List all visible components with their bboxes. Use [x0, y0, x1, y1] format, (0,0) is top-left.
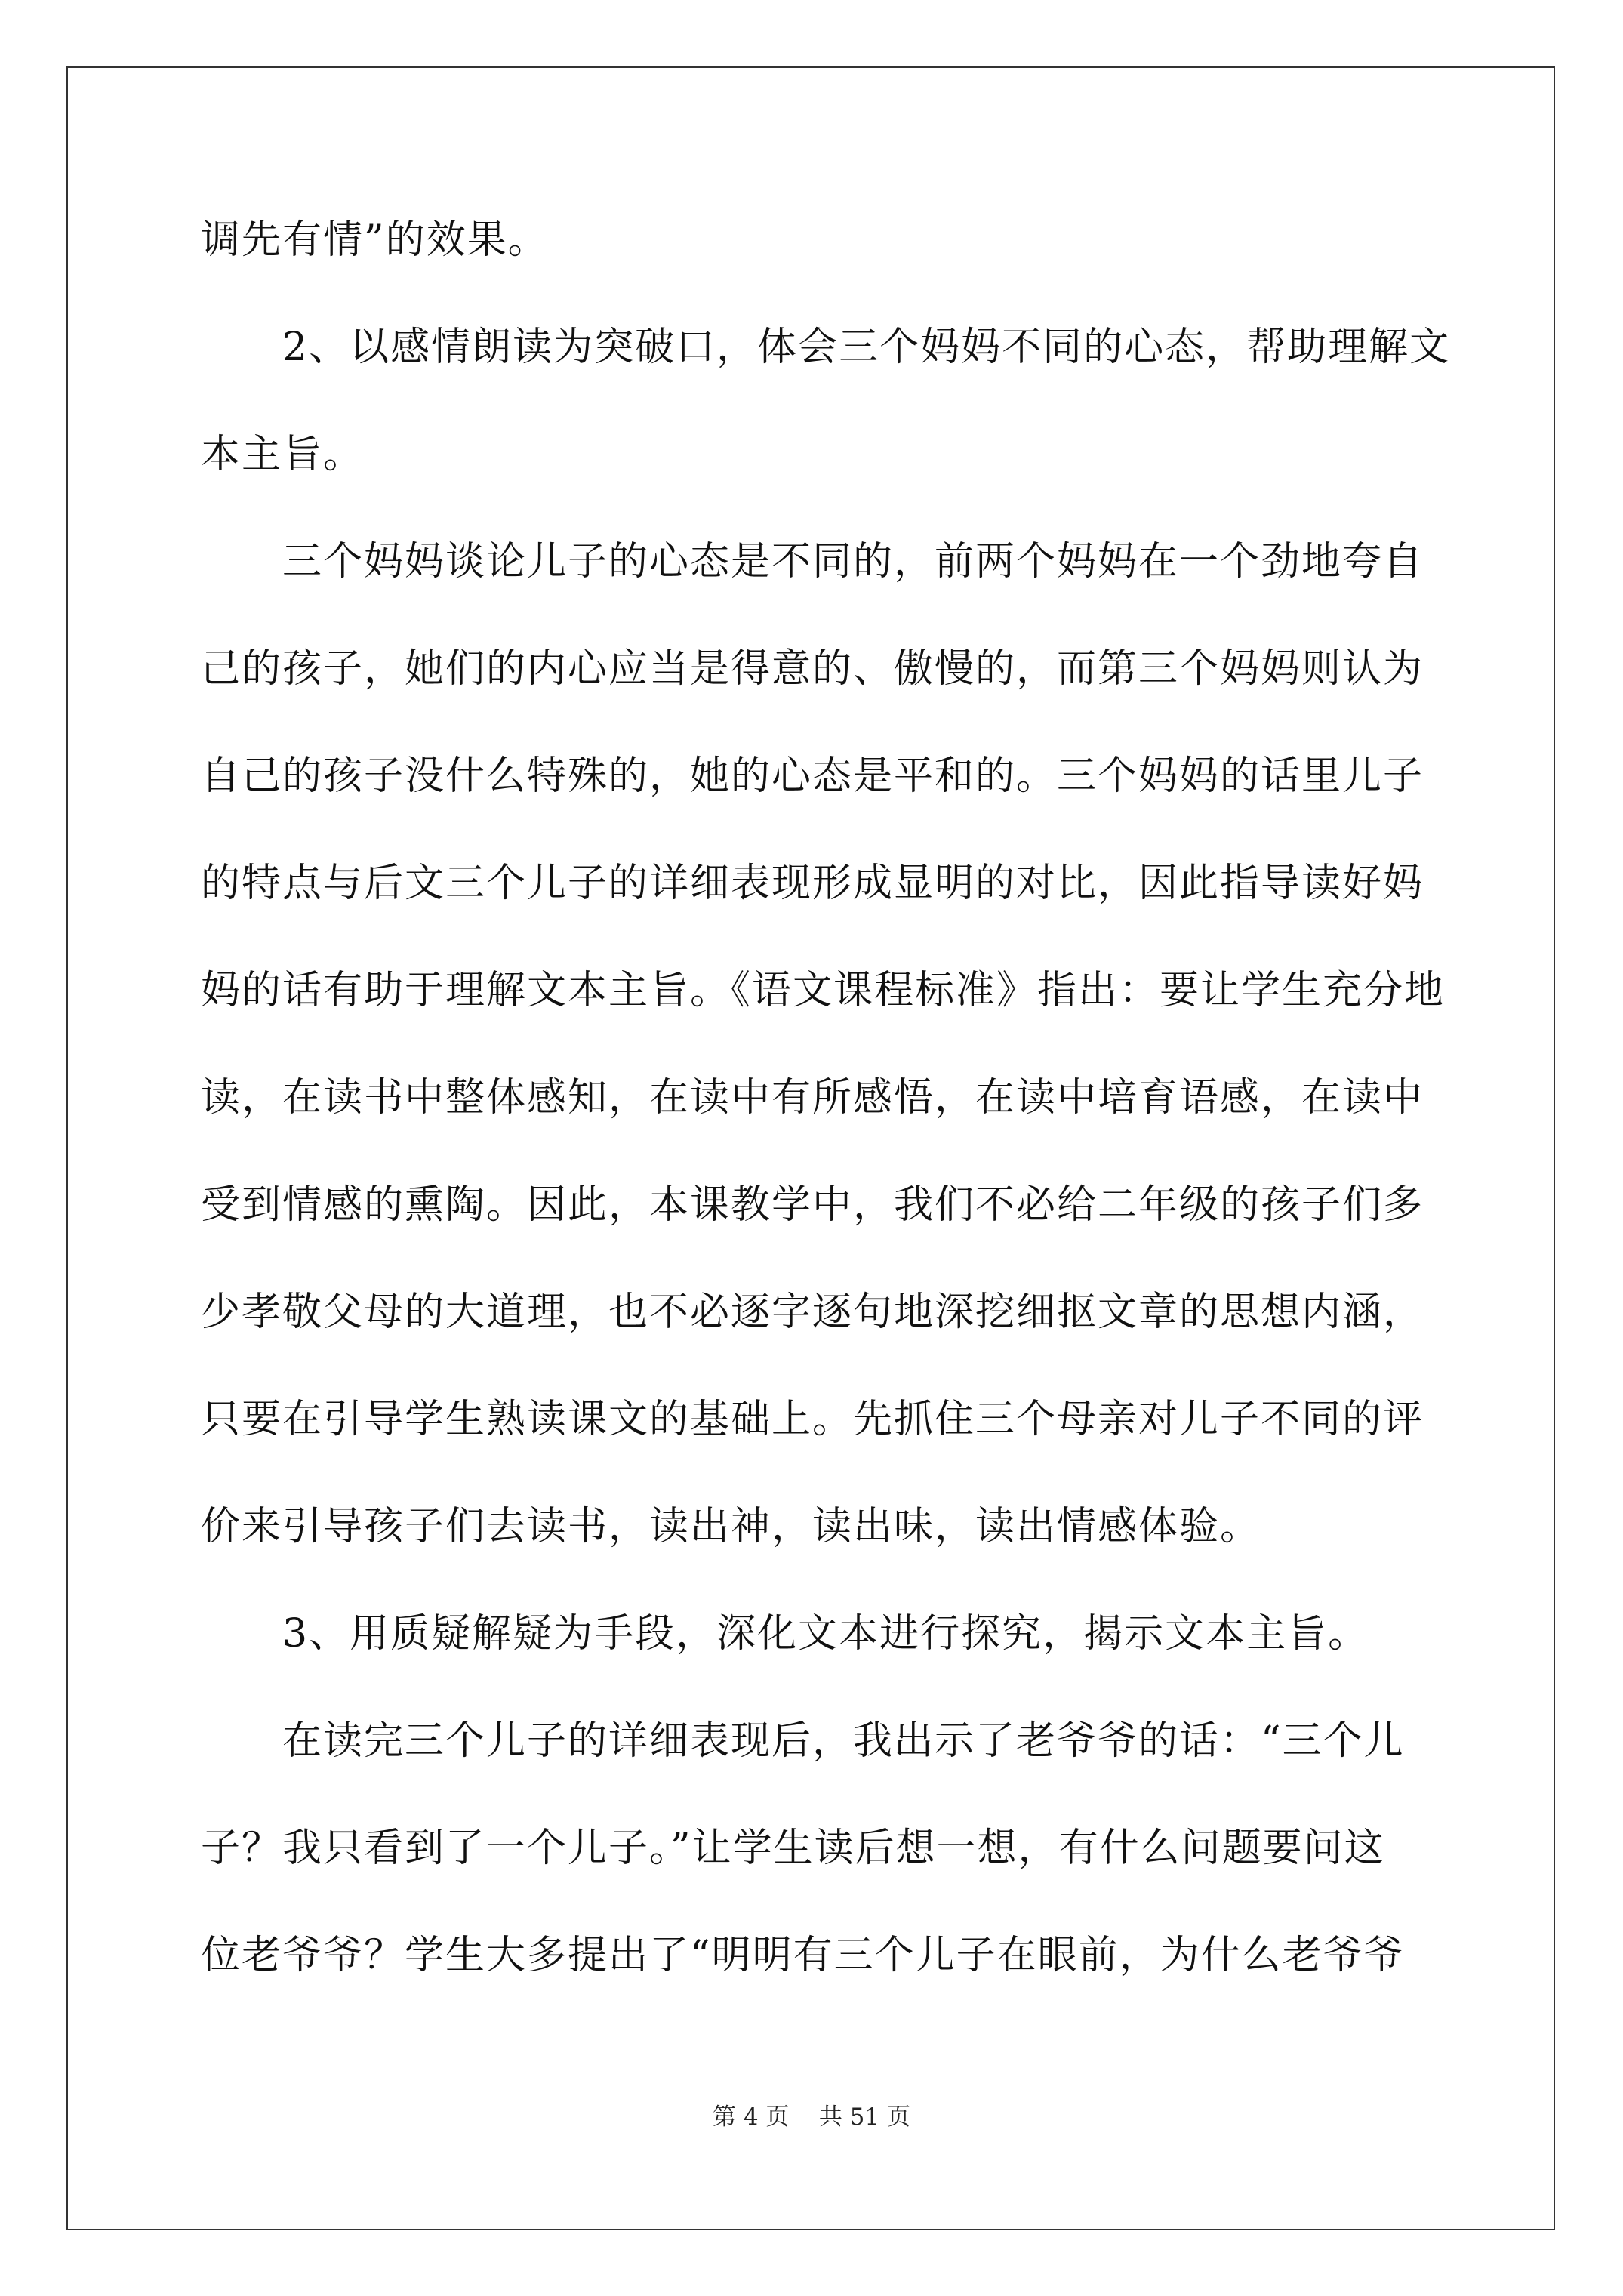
text-line: 子？我只看到了一个儿子。”让学生读后想一想，有什么问题要问这 — [201, 1826, 1385, 1871]
text-line: 受到情感的熏陶。因此，本课教学中，我们不必给二年级的孩子们多 — [201, 1182, 1424, 1228]
text-line: 只要在引导学生熟读课文的基础上。先抓住三个母亲对儿子不同的评 — [201, 1397, 1424, 1442]
text-line: 在读完三个儿子的详细表现后，我出示了老爷爷的话：“三个儿 — [201, 1718, 1405, 1764]
document-body — [201, 210, 1451, 2032]
text-line: 的特点与后文三个儿子的详细表现形成显明的对比，因此指导读好妈 — [201, 861, 1424, 906]
text-line: 三个妈妈谈论儿子的心态是不同的，前两个妈妈在一个劲地夸自 — [201, 539, 1424, 584]
text-line: 调先有情”的效果。 — [201, 217, 549, 263]
text-line: 自己的孩子没什么特殊的，她的心态是平和的。三个妈妈的话里儿子 — [201, 754, 1424, 799]
text-line: 己的孩子，她们的内心应当是得意的、傲慢的，而第三个妈妈则认为 — [201, 646, 1424, 692]
text-line: 3、用质疑解疑为手段，深化文本进行探究，揭示文本主旨。 — [201, 1611, 1369, 1657]
text-line: 价来引导孩子们去读书，读出神，读出味，读出情感体验。 — [201, 1504, 1261, 1549]
text-line: 妈的话有助于理解文本主旨。《语文课程标准》指出：要让学生充分地 — [201, 968, 1446, 1013]
text-line: 本主旨。 — [201, 432, 365, 477]
text-line: 读，在读书中整体感知，在读中有所感悟，在读中培育语感，在读中 — [201, 1075, 1424, 1120]
text-line: 少孝敬父母的大道理，也不必逐字逐句地深挖细抠文章的思想内涵， — [201, 1290, 1424, 1335]
text-line: 位老爷爷？学生大多提出了“明明有三个儿子在眼前，为什么老爷爷 — [201, 1933, 1405, 1978]
text-line: 2、以感情朗读为突破口，体会三个妈妈不同的心态，帮助理解文 — [201, 325, 1451, 370]
page-number-footer: 第 4 页 共 51 页 — [712, 2103, 910, 2131]
